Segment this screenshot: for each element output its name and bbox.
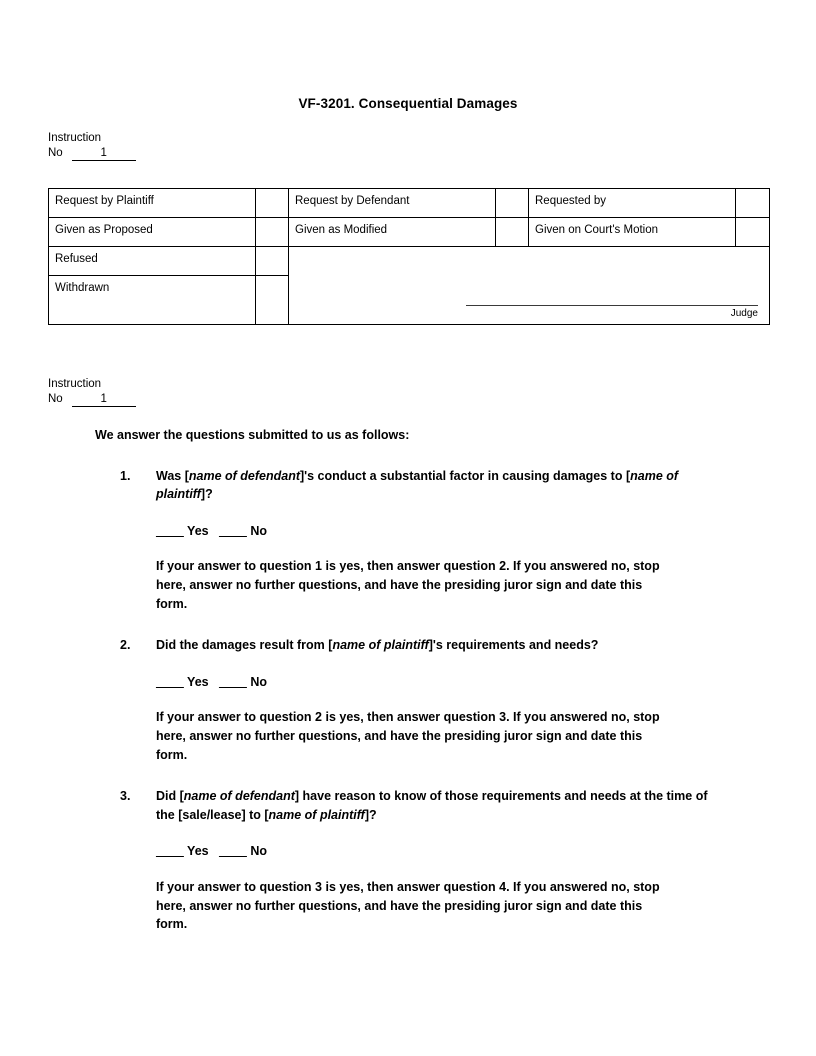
disposition-table xyxy=(48,188,770,325)
instruction-label: Instruction xyxy=(48,132,102,144)
instruction-no-label: No xyxy=(48,147,63,159)
instruction-label: Instruction xyxy=(48,378,102,390)
checkbox-refused[interactable] xyxy=(256,247,289,276)
question-list xyxy=(0,467,816,934)
placeholder-text: name of plaintiff xyxy=(156,468,679,502)
question-text-segment: ]'s conduct a substantial factor in causing damages to [ xyxy=(300,468,631,483)
question-text xyxy=(156,787,716,824)
answer-separator xyxy=(209,524,219,538)
answer-separator xyxy=(209,844,219,858)
yes-label: Yes xyxy=(183,844,209,859)
checkbox-withdrawn[interactable] xyxy=(256,276,289,325)
question-spacer xyxy=(0,613,816,636)
answer-line xyxy=(156,673,716,692)
question-number: 1. xyxy=(120,468,131,483)
judge-label: Judge xyxy=(730,308,758,319)
answer-line xyxy=(156,522,716,541)
question-row xyxy=(120,636,716,655)
answer-line xyxy=(156,842,716,861)
verdict-form-body xyxy=(0,426,816,934)
question-follow-up-note: If your answer to question 2 is yes, then answer question 3. If you answered no, stop here, answer no further questions, and have the presiding juror sign and date this form. xyxy=(156,710,660,762)
question-item xyxy=(120,467,716,614)
checkbox-given-as-modified[interactable] xyxy=(496,218,529,247)
placeholder-text: name of defendant xyxy=(188,468,300,483)
question-text-segment: Did the damages result from [ xyxy=(156,638,333,653)
checkbox-request-by-plaintiff[interactable] xyxy=(256,189,289,218)
instruction-no-label: No xyxy=(48,393,63,405)
question-number: 2. xyxy=(120,638,131,653)
instruction-no-value[interactable]: 1 xyxy=(72,392,136,407)
checkbox-given-on-courts-motion[interactable] xyxy=(736,218,770,247)
no-blank[interactable]: ____ xyxy=(219,844,247,859)
judge-signature-block xyxy=(466,305,758,320)
question-follow-up-note: If your answer to question 3 is yes, then answer question 4. If you answered no, stop here, answer no further questions, and have the presiding juror sign and date this form. xyxy=(156,879,660,932)
question-item xyxy=(120,787,716,934)
yes-blank[interactable]: ____ xyxy=(156,674,184,689)
question-text-segment: Was [ xyxy=(156,468,189,483)
yes-blank[interactable]: ____ xyxy=(156,523,184,538)
cell-withdrawn: Withdrawn xyxy=(49,276,256,325)
table-row xyxy=(49,247,770,276)
instruction-header-top xyxy=(48,131,136,161)
checkbox-requested-by[interactable] xyxy=(736,189,770,218)
cell-request-by-defendant: Request by Defendant xyxy=(289,189,496,218)
placeholder-text: name of defendant xyxy=(183,789,295,804)
yes-blank[interactable]: ____ xyxy=(156,844,184,859)
verdict-answer-heading: We answer the questions submitted to us as follows: xyxy=(95,428,410,442)
no-label: No xyxy=(246,844,267,859)
question-text xyxy=(156,467,716,504)
cell-requested-by: Requested by xyxy=(529,189,736,218)
question-text-segment: ]? xyxy=(364,807,377,822)
question-text-segment: Did [ xyxy=(156,789,184,804)
yes-label: Yes xyxy=(183,674,209,689)
judge-signature-cell xyxy=(289,247,770,325)
question-follow-up-note: If your answer to question 1 is yes, then answer question 2. If you answered no, stop here, answer no further questions, and have the presiding juror sign and date this form. xyxy=(156,559,660,611)
question-text xyxy=(156,636,716,655)
cell-given-on-courts-motion: Given on Court's Motion xyxy=(529,218,736,247)
question-row xyxy=(120,787,716,824)
page-title: VF-3201. Consequential Damages xyxy=(298,96,518,111)
no-label: No xyxy=(246,674,267,689)
yes-label: Yes xyxy=(183,523,209,538)
question-row xyxy=(120,467,716,504)
instruction-no-value[interactable]: 1 xyxy=(72,146,136,161)
instruction-header-bottom xyxy=(48,377,136,407)
question-number: 3. xyxy=(120,789,131,804)
no-blank[interactable]: ____ xyxy=(219,523,247,538)
question-text-segment: ]'s requirements and needs? xyxy=(428,638,599,653)
question-spacer xyxy=(0,764,816,787)
cell-refused: Refused xyxy=(49,247,256,276)
cell-given-as-modified: Given as Modified xyxy=(289,218,496,247)
placeholder-text: name of plaintiff xyxy=(268,807,365,822)
question-text-segment: ] have reason to know of those requirements and needs at the time of the [sale/lease] to [ xyxy=(156,789,708,822)
cell-given-as-proposed: Given as Proposed xyxy=(49,218,256,247)
no-label: No xyxy=(246,523,267,538)
checkbox-given-as-proposed[interactable] xyxy=(256,218,289,247)
question-text-segment: ]? xyxy=(200,487,213,502)
answer-separator xyxy=(209,675,219,689)
table-row xyxy=(49,189,770,218)
table-row xyxy=(49,218,770,247)
cell-request-by-plaintiff: Request by Plaintiff xyxy=(49,189,256,218)
instruction-number-row xyxy=(48,392,136,407)
instruction-number-row xyxy=(48,146,136,161)
checkbox-request-by-defendant[interactable] xyxy=(496,189,529,218)
placeholder-text: name of plaintiff xyxy=(332,638,429,653)
no-blank[interactable]: ____ xyxy=(219,674,247,689)
question-item xyxy=(120,636,716,764)
